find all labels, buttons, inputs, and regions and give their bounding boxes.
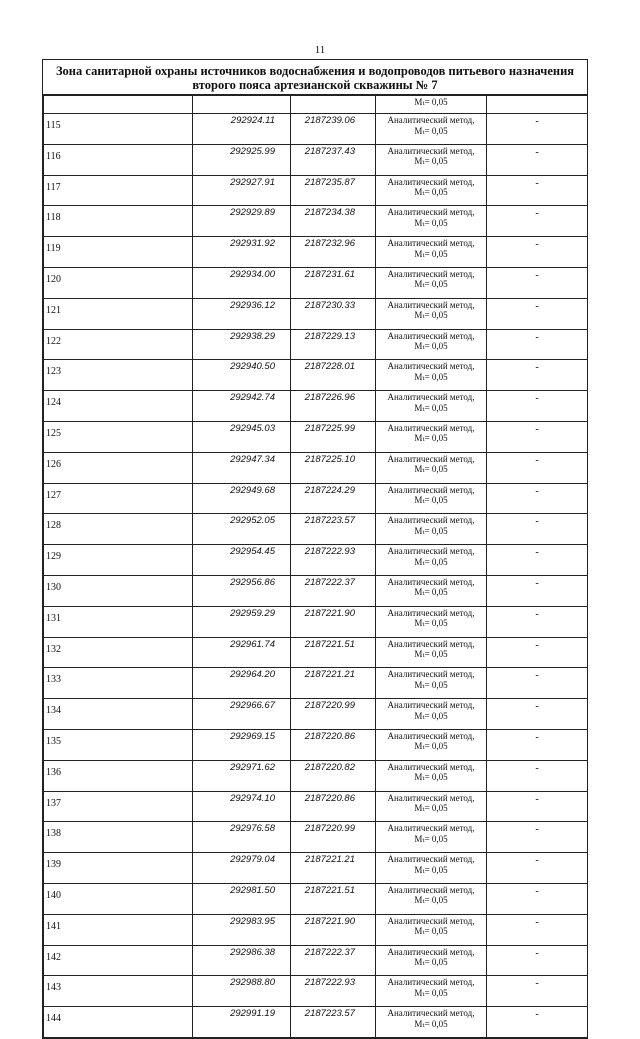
- method-accuracy: Mₜ= 0,05: [414, 525, 448, 536]
- cell-x: 292945.03: [193, 421, 291, 452]
- cell-method: [376, 360, 487, 391]
- cell-method: [376, 976, 487, 1007]
- cell-number: 140: [44, 883, 193, 914]
- method-accuracy: Mₜ= 0,05: [414, 371, 448, 382]
- table-row: [44, 853, 588, 884]
- cell-number: [44, 96, 193, 114]
- method-accuracy: Mₜ= 0,05: [414, 649, 448, 660]
- table-row: [44, 391, 588, 422]
- cell-x: 292947.34: [193, 452, 291, 483]
- cell-x: 292936.12: [193, 298, 291, 329]
- method-accuracy: Mₜ= 0,05: [414, 987, 448, 998]
- method-accuracy: Mₜ= 0,05: [414, 1018, 448, 1029]
- cell-number: 139: [44, 853, 193, 884]
- method-accuracy: Mₜ= 0,05: [414, 679, 448, 690]
- table-row: [44, 360, 588, 391]
- method-accuracy: Mₜ= 0,05: [414, 402, 448, 413]
- cell-number: 136: [44, 760, 193, 791]
- table-row: [44, 791, 588, 822]
- cell-number: 138: [44, 822, 193, 853]
- cell-x: 292986.38: [193, 945, 291, 976]
- method-name: Аналитический метод,: [387, 422, 475, 433]
- cell-number: 130: [44, 575, 193, 606]
- cell-y: [291, 96, 376, 114]
- method-accuracy: Mₜ= 0,05: [414, 587, 448, 598]
- cell-note: -: [487, 945, 588, 976]
- cell-method: [376, 329, 487, 360]
- method-name: Аналитический метод,: [387, 330, 475, 341]
- cell-method: [376, 637, 487, 668]
- method-accuracy: Mₜ= 0,05: [414, 864, 448, 875]
- cell-number: 126: [44, 452, 193, 483]
- coordinates-table-body: [44, 96, 588, 1038]
- table-row: [44, 514, 588, 545]
- cell-y: 2187222.93: [291, 976, 376, 1007]
- method-accuracy: Mₜ= 0,05: [414, 464, 448, 475]
- method-name: Аналитический метод,: [387, 453, 475, 464]
- cell-y: 2187231.61: [291, 267, 376, 298]
- table-row: [44, 206, 588, 237]
- table-row: [44, 976, 588, 1007]
- cell-x: 292938.29: [193, 329, 291, 360]
- method-accuracy: Mₜ= 0,05: [414, 217, 448, 228]
- cell-x: 292983.95: [193, 914, 291, 945]
- cell-note: -: [487, 883, 588, 914]
- cell-x: 292961.74: [193, 637, 291, 668]
- cell-x: 292927.91: [193, 175, 291, 206]
- cell-x: 292976.58: [193, 822, 291, 853]
- cell-number: 127: [44, 483, 193, 514]
- method-accuracy: Mₜ= 0,05: [414, 803, 448, 814]
- cell-y: 2187220.82: [291, 760, 376, 791]
- cell-method: [376, 298, 487, 329]
- table-row: [44, 575, 588, 606]
- table-row: [44, 144, 588, 175]
- method-accuracy: Mₜ= 0,05: [414, 710, 448, 721]
- coordinates-table: [43, 95, 588, 1038]
- cell-method: [376, 668, 487, 699]
- cell-note: -: [487, 452, 588, 483]
- method-accuracy: Mₜ= 0,05: [414, 618, 448, 629]
- cell-y: 2187220.99: [291, 699, 376, 730]
- cell-y: 2187226.96: [291, 391, 376, 422]
- table-row: [44, 668, 588, 699]
- cell-y: 2187223.57: [291, 514, 376, 545]
- cell-y: 2187230.33: [291, 298, 376, 329]
- method-accuracy: Mₜ= 0,05: [414, 433, 448, 444]
- table-row: [44, 329, 588, 360]
- cell-note: -: [487, 668, 588, 699]
- table-row: [44, 114, 588, 145]
- cell-note: -: [487, 914, 588, 945]
- method-accuracy: Mₜ= 0,05: [414, 187, 448, 198]
- cell-x: 292929.89: [193, 206, 291, 237]
- method-accuracy: Mₜ= 0,05: [414, 957, 448, 968]
- cell-method: [376, 699, 487, 730]
- method-name: Аналитический метод,: [387, 238, 475, 249]
- method-name: Аналитический метод,: [387, 823, 475, 834]
- cell-y: 2187221.90: [291, 606, 376, 637]
- cell-y: 2187228.01: [291, 360, 376, 391]
- cell-method: [376, 1007, 487, 1038]
- cell-y: 2187237.43: [291, 144, 376, 175]
- method-name: Аналитический метод,: [387, 392, 475, 403]
- cell-note: -: [487, 114, 588, 145]
- table-row: [44, 175, 588, 206]
- title-line-2: второго пояса артезианской скважины № 7: [192, 78, 438, 92]
- cell-number: 128: [44, 514, 193, 545]
- method-name: Аналитический метод,: [387, 1008, 475, 1019]
- page-number: 11: [314, 44, 326, 56]
- cell-x: 292971.62: [193, 760, 291, 791]
- cell-y: 2187224.29: [291, 483, 376, 514]
- cell-method: [376, 883, 487, 914]
- cell-method: [376, 791, 487, 822]
- cell-number: 117: [44, 175, 193, 206]
- method-accuracy: Mₜ= 0,05: [414, 741, 448, 752]
- cell-method: [376, 267, 487, 298]
- cell-y: 2187225.99: [291, 421, 376, 452]
- cell-y: 2187239.06: [291, 114, 376, 145]
- cell-number: 120: [44, 267, 193, 298]
- method-accuracy: Mₜ= 0,05: [414, 156, 448, 167]
- method-name: Аналитический метод,: [387, 268, 475, 279]
- cell-x: 292966.67: [193, 699, 291, 730]
- method-accuracy: Mₜ= 0,05: [414, 926, 448, 937]
- method-accuracy: Mₜ= 0,05: [414, 310, 448, 321]
- cell-note: -: [487, 606, 588, 637]
- cell-method: [376, 175, 487, 206]
- method-name: Аналитический метод,: [387, 299, 475, 310]
- table-row: [44, 883, 588, 914]
- document-table-block: [42, 59, 588, 1039]
- cell-number: 134: [44, 699, 193, 730]
- cell-note: -: [487, 391, 588, 422]
- method-accuracy: Mₜ= 0,05: [414, 772, 448, 783]
- table-row: [44, 945, 588, 976]
- cell-x: 292952.05: [193, 514, 291, 545]
- cell-note: -: [487, 237, 588, 268]
- table-row: [44, 606, 588, 637]
- cell-number: 144: [44, 1007, 193, 1038]
- method-name: Аналитический метод,: [387, 946, 475, 957]
- cell-number: 119: [44, 237, 193, 268]
- method-name: Аналитический метод,: [387, 792, 475, 803]
- cell-note: -: [487, 144, 588, 175]
- table-row: [44, 1007, 588, 1038]
- title-line-1: Зона санитарной охраны источников водоснабжения и водопроводов питьевого назначения: [55, 64, 575, 78]
- cell-number: 137: [44, 791, 193, 822]
- table-row-continuation: [44, 96, 588, 114]
- method-accuracy: Mₜ= 0,05: [414, 125, 448, 136]
- cell-method: [376, 945, 487, 976]
- method-accuracy: Mₜ= 0,05: [414, 556, 448, 567]
- cell-method: [376, 421, 487, 452]
- cell-method: [376, 575, 487, 606]
- cell-note: -: [487, 976, 588, 1007]
- method-accuracy: Mₜ= 0,05: [414, 279, 448, 290]
- method-name: Аналитический метод,: [387, 915, 475, 926]
- cell-note: [487, 96, 588, 114]
- method-accuracy: Mₜ= 0,05: [414, 833, 448, 844]
- cell-number: 142: [44, 945, 193, 976]
- cell-x: 292934.00: [193, 267, 291, 298]
- cell-x: 292949.68: [193, 483, 291, 514]
- cell-note: -: [487, 175, 588, 206]
- cell-method: [376, 483, 487, 514]
- method-name: Аналитический метод,: [387, 977, 475, 988]
- cell-note: -: [487, 1007, 588, 1038]
- cell-y: 2187222.93: [291, 545, 376, 576]
- method-name: Аналитический метод,: [387, 576, 475, 587]
- cell-x: 292942.74: [193, 391, 291, 422]
- cell-x: 292931.92: [193, 237, 291, 268]
- method-accuracy: Mₜ= 0,05: [414, 248, 448, 259]
- cell-note: -: [487, 729, 588, 760]
- cell-y: 2187220.99: [291, 822, 376, 853]
- cell-y: 2187222.37: [291, 575, 376, 606]
- cell-number: 121: [44, 298, 193, 329]
- method-accuracy: Mₜ= 0,05: [414, 495, 448, 506]
- cell-note: -: [487, 206, 588, 237]
- cell-x: 292954.45: [193, 545, 291, 576]
- cell-y: 2187221.51: [291, 883, 376, 914]
- cell-method: [376, 452, 487, 483]
- cell-note: -: [487, 699, 588, 730]
- cell-x: 292979.04: [193, 853, 291, 884]
- cell-y: 2187225.10: [291, 452, 376, 483]
- table-row: [44, 914, 588, 945]
- cell-note: -: [487, 637, 588, 668]
- table-row: [44, 483, 588, 514]
- method-name: Аналитический метод,: [387, 730, 475, 741]
- cell-number: 135: [44, 729, 193, 760]
- method-name: Аналитический метод,: [387, 361, 475, 372]
- table-row: [44, 452, 588, 483]
- table-row: [44, 298, 588, 329]
- cell-method: [376, 729, 487, 760]
- cell-number: 132: [44, 637, 193, 668]
- table-row: [44, 822, 588, 853]
- cell-number: 115: [44, 114, 193, 145]
- cell-note: -: [487, 791, 588, 822]
- table-title: [43, 60, 587, 95]
- method-name: Аналитический метод,: [387, 638, 475, 649]
- cell-method: [376, 206, 487, 237]
- cell-x: 292991.19: [193, 1007, 291, 1038]
- cell-y: 2187221.21: [291, 668, 376, 699]
- cell-note: -: [487, 360, 588, 391]
- cell-method: [376, 391, 487, 422]
- cell-number: 118: [44, 206, 193, 237]
- method-accuracy: Mₜ= 0,05: [414, 895, 448, 906]
- cell-note: -: [487, 329, 588, 360]
- cell-method: [376, 606, 487, 637]
- cell-method: Mₜ= 0,05: [376, 96, 487, 114]
- cell-note: -: [487, 514, 588, 545]
- cell-y: 2187221.21: [291, 853, 376, 884]
- cell-y: 2187222.37: [291, 945, 376, 976]
- cell-number: 122: [44, 329, 193, 360]
- method-name: Аналитический метод,: [387, 176, 475, 187]
- cell-number: 131: [44, 606, 193, 637]
- cell-x: 292988.80: [193, 976, 291, 1007]
- cell-y: 2187234.38: [291, 206, 376, 237]
- cell-method: [376, 914, 487, 945]
- table-row: [44, 729, 588, 760]
- cell-y: 2187220.86: [291, 729, 376, 760]
- cell-x: 292974.10: [193, 791, 291, 822]
- method-name: Аналитический метод,: [387, 761, 475, 772]
- method-name: Аналитический метод,: [387, 546, 475, 557]
- cell-method: [376, 822, 487, 853]
- cell-method: [376, 514, 487, 545]
- method-name: Аналитический метод,: [387, 669, 475, 680]
- cell-x: 292925.99: [193, 144, 291, 175]
- cell-number: 141: [44, 914, 193, 945]
- method-name: Аналитический метод,: [387, 145, 475, 156]
- cell-x: [193, 96, 291, 114]
- table-row: [44, 545, 588, 576]
- cell-note: -: [487, 298, 588, 329]
- method-name: Аналитический метод,: [387, 484, 475, 495]
- cell-note: -: [487, 267, 588, 298]
- cell-number: 129: [44, 545, 193, 576]
- cell-y: 2187235.87: [291, 175, 376, 206]
- cell-method: [376, 237, 487, 268]
- cell-number: 133: [44, 668, 193, 699]
- cell-number: 125: [44, 421, 193, 452]
- cell-x: 292964.20: [193, 668, 291, 699]
- table-row: [44, 637, 588, 668]
- method-name: Аналитический метод,: [387, 207, 475, 218]
- cell-y: 2187223.57: [291, 1007, 376, 1038]
- cell-y: 2187229.13: [291, 329, 376, 360]
- method-name: Аналитический метод,: [387, 884, 475, 895]
- cell-y: 2187232.96: [291, 237, 376, 268]
- table-row: [44, 760, 588, 791]
- table-row: [44, 267, 588, 298]
- cell-x: 292959.29: [193, 606, 291, 637]
- method-accuracy: Mₜ= 0,05: [414, 341, 448, 352]
- cell-x: 292956.86: [193, 575, 291, 606]
- cell-number: 124: [44, 391, 193, 422]
- table-row: [44, 237, 588, 268]
- method-name: Аналитический метод,: [387, 515, 475, 526]
- cell-y: 2187220.86: [291, 791, 376, 822]
- cell-method: [376, 114, 487, 145]
- cell-number: 143: [44, 976, 193, 1007]
- cell-number: 123: [44, 360, 193, 391]
- cell-method: [376, 760, 487, 791]
- cell-note: -: [487, 545, 588, 576]
- cell-method: [376, 853, 487, 884]
- cell-method: [376, 144, 487, 175]
- cell-note: -: [487, 421, 588, 452]
- method-name: Аналитический метод,: [387, 700, 475, 711]
- cell-x: 292940.50: [193, 360, 291, 391]
- table-row: [44, 421, 588, 452]
- cell-note: -: [487, 575, 588, 606]
- table-row: [44, 699, 588, 730]
- cell-y: 2187221.90: [291, 914, 376, 945]
- cell-note: -: [487, 853, 588, 884]
- cell-y: 2187221.51: [291, 637, 376, 668]
- cell-method: [376, 545, 487, 576]
- cell-number: 116: [44, 144, 193, 175]
- cell-note: -: [487, 822, 588, 853]
- method-name: Аналитический метод,: [387, 607, 475, 618]
- cell-note: -: [487, 760, 588, 791]
- method-name: Аналитический метод,: [387, 854, 475, 865]
- cell-x: 292969.15: [193, 729, 291, 760]
- cell-note: -: [487, 483, 588, 514]
- cell-x: 292981.50: [193, 883, 291, 914]
- method-name: Аналитический метод,: [387, 115, 475, 125]
- cell-x: 292924.11: [193, 114, 291, 145]
